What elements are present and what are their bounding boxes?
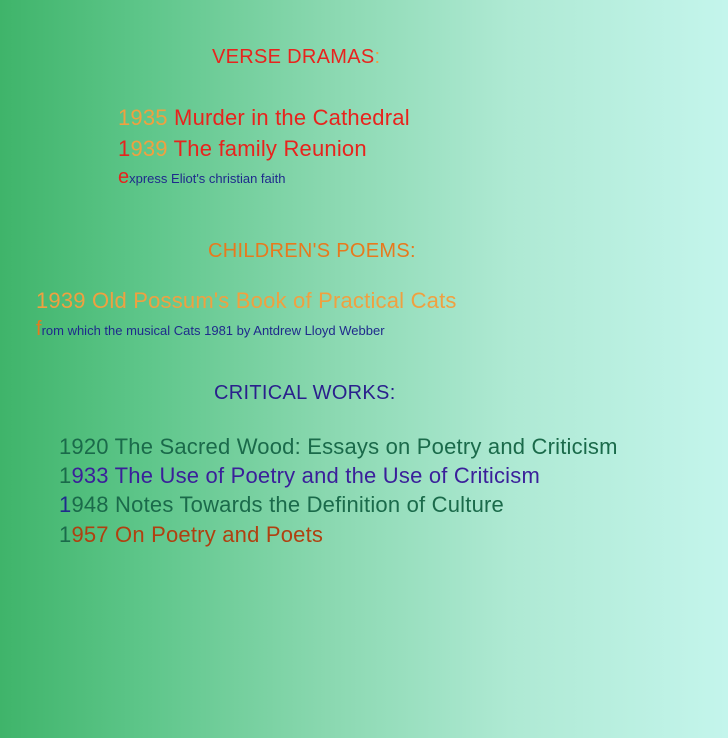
critical-item-first: 1 xyxy=(59,492,72,517)
critical-item-year: 1920 xyxy=(59,434,109,459)
verse-item-year-first: 1 xyxy=(118,136,131,161)
verse-heading-text: VERSE DRAMAS xyxy=(212,46,375,68)
critical-item-first: 1 xyxy=(59,463,72,488)
critical-item-rest: 948 Notes Towards the Definition of Culture xyxy=(71,492,504,517)
critical-item-rest: 933 The Use of Poetry and the Use of Criticism xyxy=(71,463,540,488)
verse-heading-colon: : xyxy=(374,46,381,68)
verse-item-year-rest: 939 xyxy=(130,136,168,161)
critical-works-heading: CRITICAL WORKS: xyxy=(214,382,396,404)
childrens-note-first: f xyxy=(36,318,42,340)
verse-dramas-heading xyxy=(212,46,380,69)
critical-item-1 xyxy=(59,434,618,460)
critical-item-first: 1 xyxy=(59,522,72,547)
childrens-note xyxy=(36,318,385,341)
verse-note xyxy=(118,166,286,189)
critical-item-title: The Sacred Wood: Essays on Poetry and Criticism xyxy=(108,434,618,459)
verse-item-title: Murder in the Cathedral xyxy=(167,105,410,130)
childrens-note-rest: rom which the musical Cats 1981 by Antdrew Lloyd Webber xyxy=(41,323,385,338)
verse-item-2 xyxy=(118,136,367,162)
verse-item-1 xyxy=(118,105,410,131)
childrens-title: 1939 Old Possum's Book of Practical Cats xyxy=(36,288,457,313)
critical-item-2 xyxy=(59,463,540,489)
verse-item-title: The family Reunion xyxy=(167,136,367,161)
critical-item-4 xyxy=(59,522,323,548)
verse-note-rest: xpress Eliot's christian faith xyxy=(129,171,286,186)
critical-item-rest: 957 On Poetry and Poets xyxy=(71,522,324,547)
childrens-poems-heading: CHILDREN'S POEMS: xyxy=(208,240,416,262)
critical-item-3 xyxy=(59,492,504,518)
verse-item-year: 1935 xyxy=(118,105,168,130)
verse-note-first: e xyxy=(118,166,130,188)
